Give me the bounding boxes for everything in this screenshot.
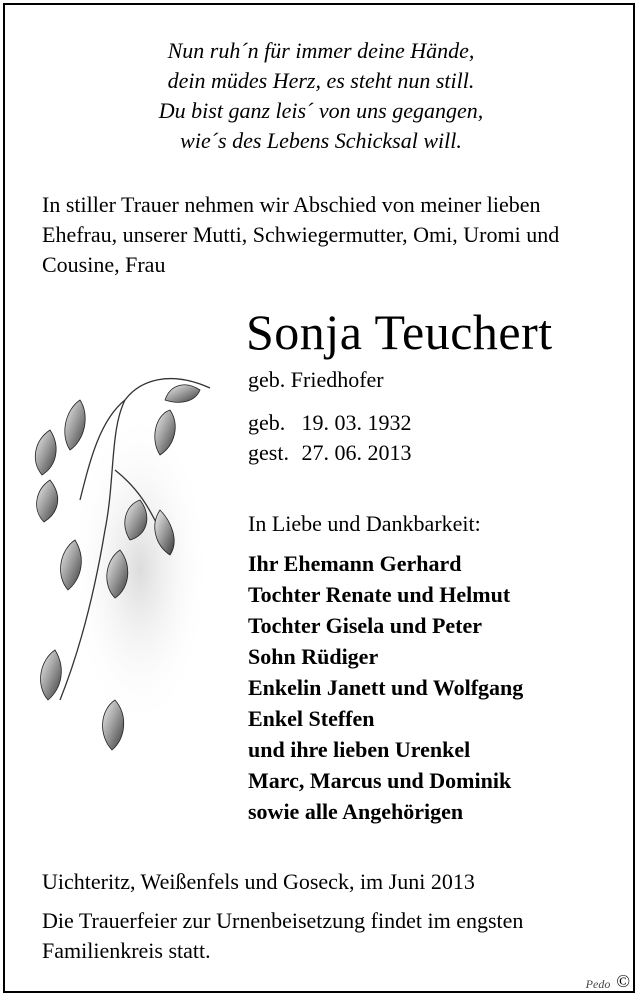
family-member: Enkelin Janett und Wolfgang <box>248 675 524 700</box>
family-member: Tochter Renate und Helmut <box>248 582 511 607</box>
poem <box>0 36 642 156</box>
family-member: Tochter Gisela und Peter <box>248 613 483 638</box>
family-list <box>248 548 523 827</box>
place-date: Uichteritz, Weißenfels und Goseck, im Juni 2013 <box>42 869 475 894</box>
family-member: sowie alle Angehörigen <box>248 799 464 824</box>
family-member: Marc, Marcus und Dominik <box>248 768 512 793</box>
poem-line: wie´s des Lebens Schicksal will. <box>180 128 462 153</box>
family-member: Sohn Rüdiger <box>248 644 379 669</box>
family-member: Ihr Ehemann Gerhard <box>248 551 462 576</box>
funeral-notice: Die Trauerfeier zur Urnenbeisetzung findet im engsten Familienkreis statt. <box>42 908 524 963</box>
designer-signature: Pedo <box>585 977 611 991</box>
birth-date: 19. 03. 1932 <box>301 410 412 435</box>
intro-text: In stiller Trauer nehmen wir Abschied von meiner lieben Ehefrau, unserer Mutti, Schwiegermutter, Omi, Uromi und Cousine, Frau <box>42 192 560 277</box>
life-dates <box>248 408 412 468</box>
poem-line: Du bist ganz leis´ von uns gegangen, <box>158 98 484 123</box>
deceased-name: Sonja Teuchert <box>246 304 553 360</box>
copyright-symbol: © <box>616 971 630 991</box>
death-date: 27. 06. 2013 <box>301 440 412 465</box>
death-label: gest. <box>248 440 289 465</box>
birth-name: geb. Friedhofer <box>248 367 384 392</box>
birth-date-row <box>248 408 412 438</box>
poem-line: Nun ruh´n für immer deine Hände, <box>167 38 475 63</box>
footer-mark <box>586 971 630 992</box>
death-date-row <box>248 438 412 468</box>
dankbarkeit-heading: In Liebe und Dankbarkeit: <box>248 511 481 536</box>
family-member: und ihre lieben Urenkel <box>248 737 471 762</box>
poem-line: dein müdes Herz, es steht nun still. <box>167 68 475 93</box>
birth-label: geb. <box>248 410 286 435</box>
leaf-branch-illustration <box>20 360 220 760</box>
family-member: Enkel Steffen <box>248 706 375 731</box>
